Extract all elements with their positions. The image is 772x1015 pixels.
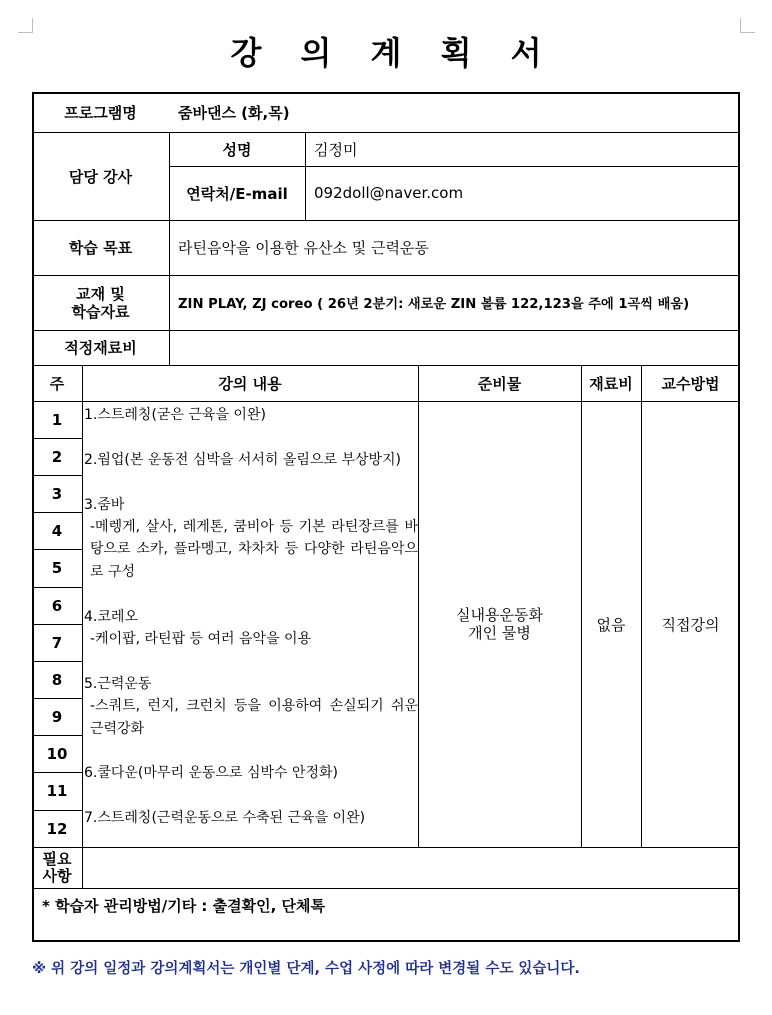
document-title: 강 의 계 획 서 <box>230 34 556 72</box>
header-content: 강의 내용 <box>218 374 282 393</box>
method-cell: 직접강의 <box>661 615 720 634</box>
program-label: 프로그램명 <box>64 103 137 122</box>
header-fee: 재료비 <box>589 374 633 393</box>
management-note: * 학습자 관리방법/기타 : 출결확인, 단체톡 <box>42 897 325 915</box>
prep-line1: 실내용운동화 <box>456 606 543 624</box>
week-number: 1 <box>51 410 63 429</box>
content-line: 4.코레오 <box>84 608 138 625</box>
materials-label-line1: 교재 및 <box>76 284 125 303</box>
week-number: 4 <box>51 521 63 540</box>
content-spacer <box>84 583 418 605</box>
requirements-value <box>82 847 740 888</box>
requirements-label-line2: 사항 <box>42 866 72 885</box>
material-fee-label: 적정재료비 <box>64 339 137 357</box>
week-number: 8 <box>51 670 63 689</box>
content-line: 2.웜업(본 운동전 심박을 서서히 올림으로 부상방지) <box>84 451 402 468</box>
content-line: 7.스트레칭(근력운동으로 수축된 근육을 이완) <box>84 810 366 827</box>
fee-cell: 없음 <box>596 615 626 634</box>
instructor-contact-label: 연락처/E-mail <box>186 184 288 203</box>
content-spacer <box>84 740 418 762</box>
week-number: 9 <box>51 707 63 726</box>
header-prep: 준비물 <box>477 374 522 393</box>
instructor-email: 092doll@naver.com <box>314 184 464 202</box>
week-number: 3 <box>51 484 63 503</box>
instructor-name-value: 김정미 <box>314 140 358 159</box>
goal-value: 라틴음악을 이용한 유산소 및 근력운동 <box>178 239 429 257</box>
materials-value: ZIN PLAY, ZJ coreo ( 26년 2분기: 새로운 ZIN 볼륨 122,123을 주에 1곡씩 배움) <box>178 297 690 312</box>
rule <box>32 888 740 889</box>
week-number: 2 <box>51 447 63 466</box>
instructor-name-label: 성명 <box>222 140 252 159</box>
materials-label-line2: 학습자료 <box>71 302 130 321</box>
content-line: -메렝게, 살사, 레게톤, 쿰비아 등 기본 라틴장르를 바탕으로 소카, 플라멩고, 차차차 등 다양한 라틴음악으로 구성 <box>90 519 418 580</box>
material-fee-value <box>169 330 740 365</box>
content-line: -스쿼트, 런지, 크런치 등을 이용하여 손실되기 쉬운 근력강화 <box>90 698 418 737</box>
content-spacer <box>84 426 418 448</box>
week-number: 7 <box>51 633 63 652</box>
content-line: -케이팝, 라틴팝 등 여러 음악을 이용 <box>90 631 312 648</box>
syllabus-table <box>32 92 740 942</box>
program-value: 줌바댄스 (화,목) <box>178 103 290 122</box>
content-line: 6.쿨다운(마무리 운동으로 심박수 안정화) <box>84 765 339 782</box>
lecture-content <box>82 404 418 846</box>
instructor-label: 담당 강사 <box>68 167 133 186</box>
week-number: 10 <box>46 744 68 763</box>
week-number: 12 <box>46 819 68 838</box>
footnote: ※ 위 강의 일정과 강의계획서는 개인별 단계, 수업 사정에 따라 변경될 수도 있습니다. <box>32 961 580 977</box>
requirements-label <box>32 847 82 888</box>
content-line: 3.줌바 <box>84 496 125 513</box>
content-line: 5.근력운동 <box>84 675 152 692</box>
materials-label <box>32 275 169 330</box>
content-line: 1.스트레칭(굳은 근육을 이완) <box>84 407 266 423</box>
header-method: 교수방법 <box>661 374 720 393</box>
content-spacer <box>84 471 418 493</box>
header-week: 주 <box>49 374 65 393</box>
prep-cell <box>418 401 581 847</box>
week-number: 5 <box>51 559 63 577</box>
goal-label: 학습 목표 <box>68 239 133 257</box>
week-number: 11 <box>46 782 68 800</box>
prep-line2: 개인 물병 <box>468 624 531 642</box>
content-spacer <box>84 650 418 672</box>
content-spacer <box>84 785 418 807</box>
requirements-label-line1: 필요 <box>42 849 72 868</box>
week-number: 6 <box>51 596 63 615</box>
